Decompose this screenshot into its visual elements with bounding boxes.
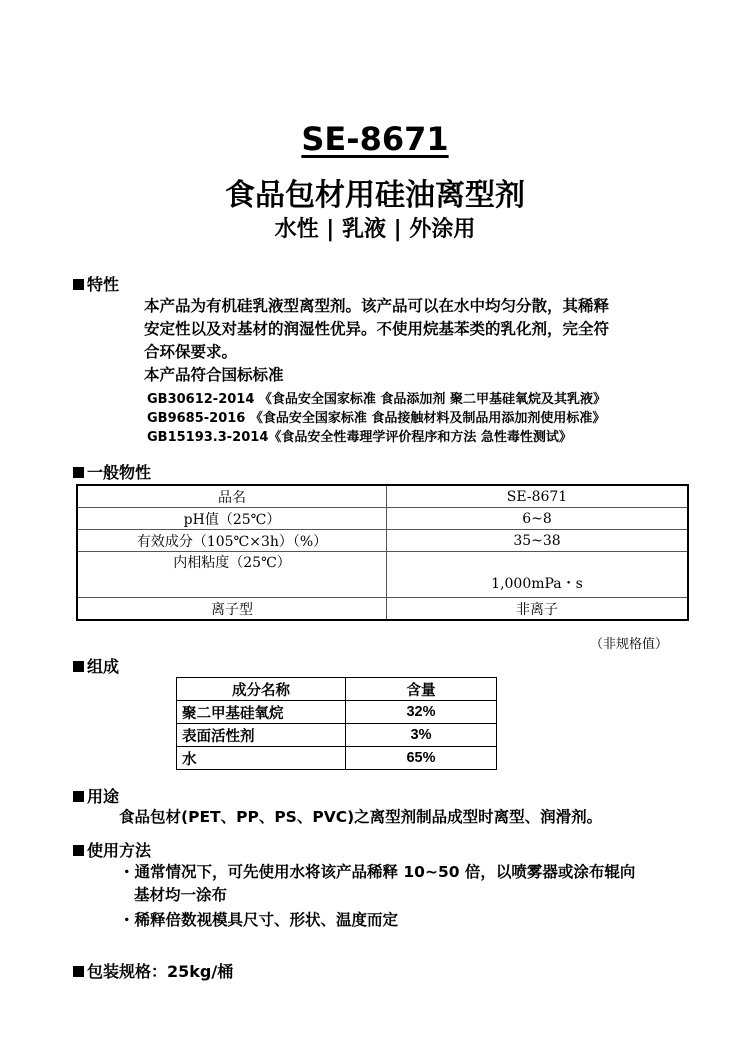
square-bullet-icon [73,279,84,290]
square-bullet-icon [73,661,84,672]
property-label: pH值（25℃） [77,508,387,530]
method-heading: 使用方法 [73,838,151,861]
features-heading: 特性 [73,272,119,295]
component-name: 聚二甲基硅氧烷 [177,701,346,724]
property-value: 35~38 [387,530,689,552]
square-bullet-icon [73,845,84,856]
column-header: 含量 [346,678,497,701]
table-header-row [177,678,497,701]
method-bullet: ・稀释倍数视模具尺寸、形状、温度而定 [119,911,399,929]
square-bullet-icon [73,467,84,478]
square-bullet-icon [73,966,84,977]
features-line: 本产品符合国标标准 [144,366,284,384]
method-bullet: ・通常情况下，可先使用水将该产品稀释 10~50 倍，以喷雾器或涂布辊向 [119,863,636,881]
table-row [77,530,688,552]
product-code: SE-8671 [301,120,449,158]
product-title: 食品包材用硅油离型剂 [225,178,525,213]
square-bullet-icon [73,791,84,802]
property-value: SE-8671 [387,485,689,508]
property-value: 1,000mPa・s [387,552,689,598]
features-line: 本产品为有机硅乳液型离型剂。该产品可以在水中均匀分散，其稀释 [144,297,610,315]
features-line: 合环保要求。 [144,343,238,361]
property-label: 品名 [77,485,387,508]
standard-item: GB30612-2014 《食品安全国家标准 食品添加剂 聚二甲基硅氧烷及其乳液》 [147,392,606,407]
usage-text: 食品包材(PET、PP、PS、PVC)之离型剂制品成型时离型、润滑剂。 [119,808,603,826]
packaging-spec: 包装规格：25kg/桶 [73,959,233,982]
component-name: 表面活性剂 [177,724,346,747]
component-amount: 3% [346,724,497,747]
property-label: 内相粘度（25℃） [77,552,387,598]
table-row [77,598,688,621]
component-amount: 65% [346,747,497,770]
table-row [77,552,688,598]
table-row [177,701,497,724]
property-label: 离子型 [77,598,387,621]
standard-item: GB15193.3-2014《食品安全性毒理学评价程序和方法 急性毒性测试》 [147,430,572,445]
non-spec-note: （非规格值） [590,637,669,652]
table-row [77,508,688,530]
standard-item: GB9685-2016 《食品安全国家标准 食品接触材料及制品用添加剂使用标准》 [147,411,606,426]
property-value: 6~8 [387,508,689,530]
table-row [177,724,497,747]
composition-heading: 组成 [73,654,119,677]
component-amount: 32% [346,701,497,724]
property-value: 非离子 [387,598,689,621]
column-header: 成分名称 [177,678,346,701]
table-row [77,485,688,508]
properties-heading: 一般物性 [73,460,151,483]
component-name: 水 [177,747,346,770]
table-row [177,747,497,770]
method-bullet-continued: 基材均一涂布 [134,886,228,904]
features-description [144,295,704,387]
features-line: 安定性以及对基材的润湿性优异。不使用烷基苯类的乳化剂，完全符 [144,320,610,338]
properties-table [76,484,689,621]
composition-table [176,677,497,770]
product-subtitle: 水性 | 乳液 | 外涂用 [274,217,476,242]
property-label: 有效成分（105℃×3h）（%） [77,530,387,552]
standards-list [147,390,717,447]
usage-heading: 用途 [73,784,119,807]
